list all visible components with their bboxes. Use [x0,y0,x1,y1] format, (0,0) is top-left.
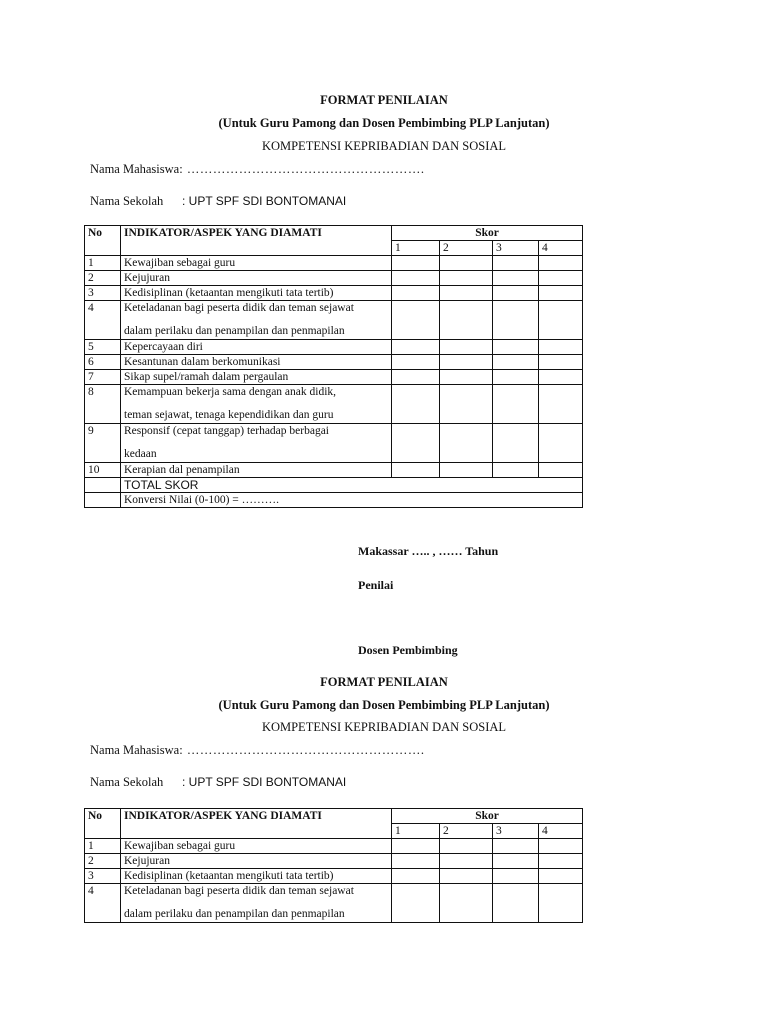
col-score-header: Skor [392,226,583,241]
score-cell[interactable] [392,370,440,385]
total-row [85,478,583,493]
row-number: 7 [85,370,121,385]
table-row [85,301,583,340]
table-row [85,385,583,424]
indicator-text: Kedisiplinan (ketaantan mengikuti tata tertib) [121,869,392,884]
score-cell[interactable] [440,301,493,340]
table-row [85,839,583,854]
indicator-text: Kepercayaan diri [121,340,392,355]
indicator-text: Kesantunan dalam berkomunikasi [121,355,392,370]
indicator-text: Kejujuran [121,854,392,869]
form-title-2: FORMAT PENILAIAN [320,675,448,689]
col-no-header: No [85,226,121,256]
school-name-value-2: : UPT SPF SDI BONTOMANAI [182,775,347,789]
indicator-text: Kejujuran [121,271,392,286]
school-name-value: : UPT SPF SDI BONTOMANAI [182,194,347,208]
score-cell[interactable] [440,340,493,355]
score-cell[interactable] [539,286,583,301]
score-col-4: 4 [539,824,583,839]
score-cell[interactable] [493,854,539,869]
table-row [85,340,583,355]
table-row [85,370,583,385]
indicator-text: Kedisiplinan (ketaantan mengikuti tata tertib) [121,286,392,301]
score-cell[interactable] [440,271,493,286]
score-cell[interactable] [493,385,539,424]
form-title: FORMAT PENILAIAN [320,93,448,107]
col-indicator-header: INDIKATOR/ASPEK YANG DIAMATI [121,226,392,256]
indicator-text: Sikap supel/ramah dalam pergaulan [121,370,392,385]
student-name-label-2: Nama Mahasiswa [90,743,180,757]
conversion-label: Konversi Nilai (0-100) = ………. [121,493,583,508]
score-cell[interactable] [440,385,493,424]
table-row [85,463,583,478]
score-cell[interactable] [392,385,440,424]
score-cell[interactable] [539,370,583,385]
score-col-1: 1 [392,824,440,839]
score-cell[interactable] [440,370,493,385]
competency-heading: KOMPETENSI KEPRIBADIAN DAN SOSIAL [261,139,507,153]
table-row [85,286,583,301]
score-cell[interactable] [392,256,440,271]
form-subtitle: (Untuk Guru Pamong dan Dosen Pembimbing PLP Lanjutan) [218,116,550,130]
score-cell[interactable] [440,463,493,478]
score-cell[interactable] [440,839,493,854]
row-number: 2 [85,854,121,869]
indicator-line-2: dalam perilaku dan penampilan dan penmapilan [124,325,345,337]
student-name-label: Nama Mahasiswa [90,162,180,176]
score-cell[interactable] [392,854,440,869]
score-cell[interactable] [440,869,493,884]
score-cell[interactable] [539,301,583,340]
score-col-2: 2 [440,824,493,839]
score-cell[interactable] [493,869,539,884]
supervisor-label: Dosen Pembimbing [358,643,458,657]
indicator-line-2: teman sejawat, tenaga kependidikan dan guru [124,409,334,421]
score-cell[interactable] [493,355,539,370]
score-cell[interactable] [539,256,583,271]
score-cell[interactable] [392,271,440,286]
score-cell[interactable] [539,355,583,370]
score-col-4: 4 [539,241,583,256]
row-number: 8 [85,385,121,424]
school-name-label-2: Nama Sekolah [90,775,164,789]
score-cell[interactable] [539,424,583,463]
col-indicator-header: INDIKATOR/ASPEK YANG DIAMATI [121,809,392,839]
row-number: 6 [85,355,121,370]
form-subtitle-2: (Untuk Guru Pamong dan Dosen Pembimbing PLP Lanjutan) [218,698,550,712]
score-cell[interactable] [440,256,493,271]
indicator-line-2: kedaan [124,448,157,460]
score-cell[interactable] [392,869,440,884]
indicator-line-1: Responsif (cepat tanggap) terhadap berbagai [124,425,329,437]
student-name-value: : ………………………………………………. [179,162,425,176]
score-cell[interactable] [493,286,539,301]
row-number: 2 [85,271,121,286]
place-date: Makassar ….. , …… Tahun [358,544,499,558]
indicator-text [121,301,392,340]
student-name-value-2: : ………………………………………………. [179,743,425,757]
indicator-line-1: Kemampuan bekerja sama dengan anak didik, [124,386,337,398]
score-cell[interactable] [440,424,493,463]
school-name-label: Nama Sekolah [90,194,164,208]
score-cell[interactable] [539,463,583,478]
indicator-line-1: Keteladanan bagi peserta didik dan teman sejawat [124,302,354,314]
score-cell[interactable] [539,854,583,869]
score-cell[interactable] [539,340,583,355]
indicator-text [121,884,392,923]
score-cell[interactable] [440,286,493,301]
score-cell[interactable] [493,271,539,286]
score-cell[interactable] [440,355,493,370]
score-cell[interactable] [440,884,493,923]
student-name-line-2 [90,743,424,758]
score-col-2: 2 [440,241,493,256]
indicator-text: Kewajiban sebagai guru [121,256,392,271]
table-row [85,854,583,869]
score-cell[interactable] [493,301,539,340]
score-col-3: 3 [493,824,539,839]
table-row [85,424,583,463]
score-cell[interactable] [493,463,539,478]
row-number: 3 [85,869,121,884]
score-cell[interactable] [493,424,539,463]
score-cell[interactable] [493,839,539,854]
assessor-label: Penilai [358,578,394,592]
indicator-line-2: dalam perilaku dan penampilan dan penmapilan [124,908,345,920]
col-no-header: No [85,809,121,839]
indicator-text [121,424,392,463]
score-cell[interactable] [539,869,583,884]
row-number: 9 [85,424,121,463]
score-cell[interactable] [493,370,539,385]
table-row [85,271,583,286]
school-name-line [90,194,346,209]
score-cell[interactable] [539,271,583,286]
table-row [85,256,583,271]
row-number: 4 [85,301,121,340]
indicator-text: Kerapian dal penampilan [121,463,392,478]
table-row [85,884,583,923]
conversion-row [85,493,583,508]
score-cell[interactable] [539,884,583,923]
student-name-line [90,162,424,177]
table-row [85,869,583,884]
score-cell[interactable] [392,839,440,854]
row-number: 3 [85,286,121,301]
score-col-1: 1 [392,241,440,256]
row-number: 5 [85,340,121,355]
assessment-table [84,225,583,508]
row-number: 4 [85,884,121,923]
score-cell[interactable] [392,424,440,463]
score-cell[interactable] [392,340,440,355]
score-cell[interactable] [493,884,539,923]
score-cell[interactable] [392,286,440,301]
score-cell[interactable] [539,385,583,424]
total-score-label: TOTAL SKOR [121,478,583,493]
score-cell[interactable] [440,854,493,869]
score-cell[interactable] [392,355,440,370]
indicator-text: Kewajiban sebagai guru [121,839,392,854]
score-cell[interactable] [539,839,583,854]
score-cell[interactable] [392,884,440,923]
row-number: 1 [85,839,121,854]
col-score-header: Skor [392,809,583,824]
row-number: 10 [85,463,121,478]
score-cell[interactable] [493,256,539,271]
school-name-line-2 [90,775,346,790]
score-cell[interactable] [392,301,440,340]
table-row [85,355,583,370]
score-cell[interactable] [392,463,440,478]
score-col-3: 3 [493,241,539,256]
indicator-line-1: Keteladanan bagi peserta didik dan teman sejawat [124,885,354,897]
competency-heading-2: KOMPETENSI KEPRIBADIAN DAN SOSIAL [261,720,507,734]
row-number: 1 [85,256,121,271]
indicator-text [121,385,392,424]
assessment-table-2 [84,808,583,923]
score-cell[interactable] [493,340,539,355]
